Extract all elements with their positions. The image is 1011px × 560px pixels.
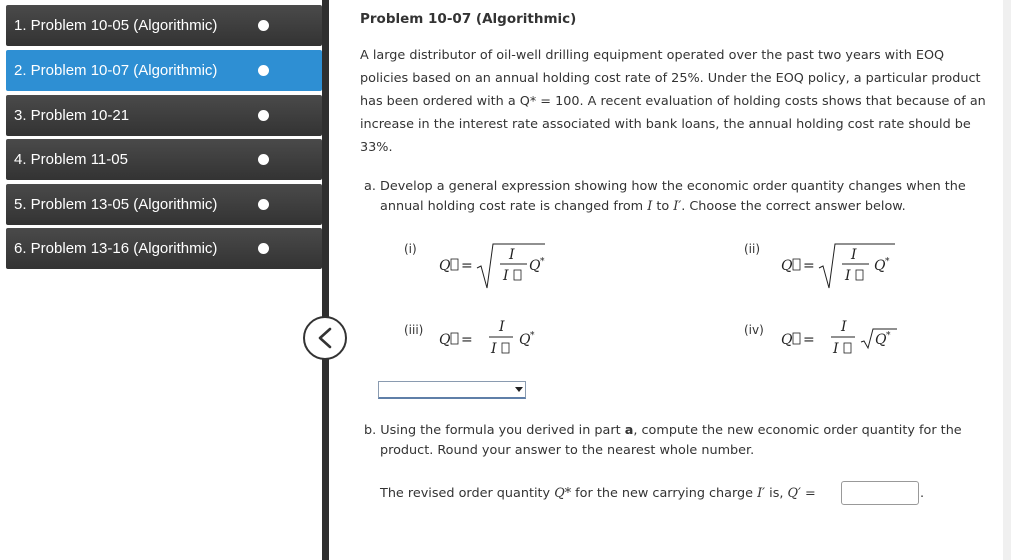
status-dot-icon (258, 65, 269, 76)
sidebar-item-problem-10-21[interactable] (6, 95, 322, 136)
status-dot-icon (258, 154, 269, 165)
svg-text:=: = (803, 258, 815, 274)
part-b-line1: b. Using the formula you derived in part a, compute the new economic order quantity for the (364, 423, 962, 438)
svg-text:Q: Q (781, 332, 793, 348)
svg-text:=: = (461, 332, 473, 348)
part-b-line2: product. Round your answer to the nearest whole number. (380, 443, 755, 458)
svg-text:I: I (503, 268, 509, 284)
sidebar-item-problem-13-16[interactable] (6, 228, 322, 269)
problem-intro: A large distributor of oil-well drilling equipment operated over the past two years with EOQ policies based on an annual holding cost rate of 25%. Under the EOQ policy, a particular product has been ordered with a Q* = 100. A recent evaluation of holding costs shows that because of an increase in the interest rate associated with bank loans, the annual holding cost rate should be 33%. (360, 48, 986, 155)
part-a-prompt (364, 177, 994, 217)
revised-quantity-input[interactable] (841, 481, 919, 505)
collapse-sidebar-button[interactable] (303, 316, 347, 360)
option-i-label: (i) (404, 242, 417, 256)
formula-option-i (437, 238, 557, 294)
svg-text:I: I (499, 319, 505, 335)
sidebar-item-label: 6. Problem 13-16 (Algorithmic) (14, 240, 218, 257)
revised-quantity-prompt: The revised order quantity Q* for the new carrying charge I′ is, Q′ = (380, 486, 816, 501)
status-dot-icon (258, 243, 269, 254)
svg-text:*: * (885, 257, 890, 267)
formula-option-ii (779, 238, 899, 294)
sidebar-item-label: 1. Problem 10-05 (Algorithmic) (14, 17, 218, 34)
part-a-line2: annual holding cost rate is changed from I to I′. Choose the correct answer below. (380, 199, 906, 214)
sidebar-item-problem-11-05[interactable] (6, 139, 322, 180)
svg-text:Q: Q (874, 258, 886, 274)
svg-text:I: I (851, 247, 857, 263)
status-dot-icon (258, 199, 269, 210)
page-edge (1003, 0, 1011, 560)
sidebar-item-problem-10-07[interactable] (6, 50, 322, 91)
option-iv-label: (iv) (744, 323, 764, 337)
sidebar-item-label: 5. Problem 13-05 (Algorithmic) (14, 196, 218, 213)
sidebar-item-label: 4. Problem 11-05 (14, 151, 128, 168)
sidebar-divider (322, 0, 329, 560)
svg-text:Q: Q (519, 332, 531, 348)
option-ii-label: (ii) (744, 242, 761, 256)
svg-text:*: * (530, 331, 535, 341)
problem-title: Problem 10-07 (Algorithmic) (360, 11, 577, 27)
dropdown-arrow-icon (515, 387, 523, 392)
svg-text:*: * (540, 257, 545, 267)
status-dot-icon (258, 110, 269, 121)
period-text: . (920, 486, 925, 501)
sidebar-item-label: 3. Problem 10-21 (14, 107, 130, 124)
svg-text:=: = (803, 332, 815, 348)
formula-option-iii (437, 314, 547, 360)
svg-text:=: = (461, 258, 473, 274)
sidebar-item-problem-13-05[interactable] (6, 184, 322, 225)
svg-text:I: I (845, 268, 851, 284)
svg-text:Q: Q (529, 258, 541, 274)
svg-text:Q: Q (875, 332, 887, 348)
option-iii-label: (iii) (404, 323, 424, 337)
chevron-left-icon (316, 326, 334, 350)
svg-text:I: I (841, 319, 847, 335)
svg-text:Q: Q (439, 332, 451, 348)
svg-text:I: I (509, 247, 515, 263)
part-b-prompt (364, 421, 994, 461)
formula-option-iv (779, 314, 904, 360)
svg-text:Q: Q (781, 258, 793, 274)
svg-text:*: * (886, 331, 891, 341)
svg-text:I: I (491, 341, 497, 357)
part-a-line1: a. Develop a general expression showing how the economic order quantity changes when the (364, 179, 966, 194)
sidebar-item-problem-10-05[interactable] (6, 5, 322, 46)
problem-sidebar (0, 0, 322, 560)
svg-text:Q: Q (439, 258, 451, 274)
answer-dropdown[interactable] (378, 381, 526, 399)
svg-text:I: I (833, 341, 839, 357)
sidebar-item-label: 2. Problem 10-07 (Algorithmic) (14, 62, 218, 79)
status-dot-icon (258, 20, 269, 31)
